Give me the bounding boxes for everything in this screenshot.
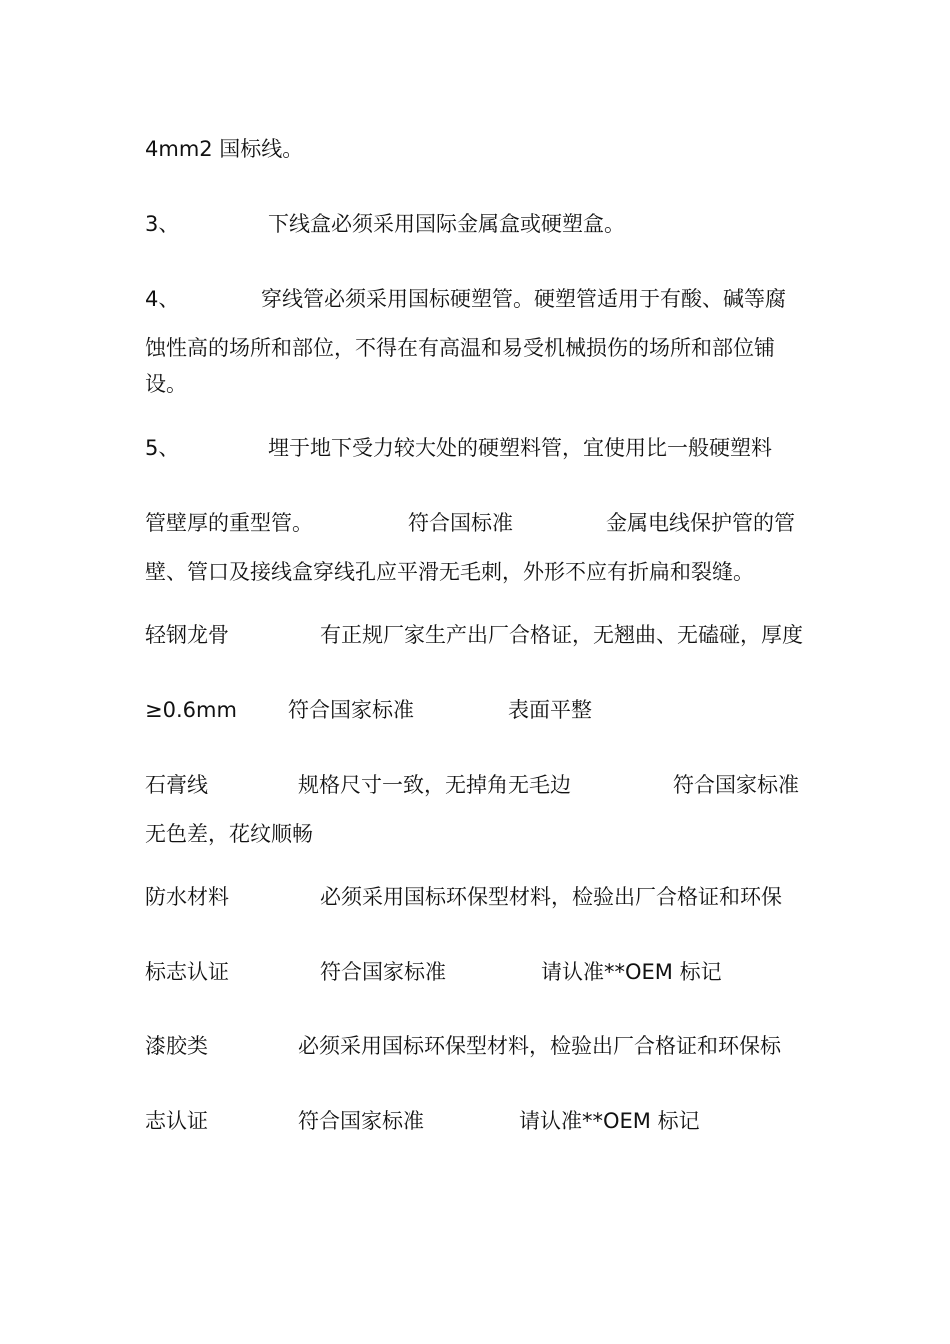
text-segment: 金属电线保护管的管 xyxy=(606,511,795,535)
material-name: 轻钢龙骨 xyxy=(145,623,229,647)
material-name: 漆胶类 xyxy=(145,1034,208,1058)
text-segment: 4mm2 国标线。 xyxy=(145,137,304,161)
text-segment: 无色差，花纹顺畅 xyxy=(145,822,313,846)
material-requirement: 有正规厂家生产出厂合格证，无翘曲、无磕碰，厚度 xyxy=(320,623,803,647)
list-number: 5、 xyxy=(145,436,180,460)
material-requirement: 必须采用国标环保型材料，检验出厂合格证和环保标 xyxy=(298,1034,781,1058)
material-requirement: 规格尺寸一致，无掉角无毛边 xyxy=(298,773,571,797)
text-segment: 表面平整 xyxy=(508,698,592,722)
text-segment: 符合国家标准 xyxy=(320,960,446,984)
text-segment: 符合国家标准 xyxy=(298,1109,424,1133)
text-segment: 设。 xyxy=(145,372,187,396)
text-segment: 埋于地下受力较大处的硬塑料管，宜使用比一般硬塑料 xyxy=(268,436,772,460)
text-segment: 穿线管必须采用国标硬塑管。硬塑管适用于有酸、碱等腐 xyxy=(261,287,786,311)
text-segment: 管壁厚的重型管。 xyxy=(145,511,313,535)
text-segment: 标志认证 xyxy=(145,960,229,984)
material-standard: 符合国家标准 xyxy=(673,773,799,797)
text-segment: ≥0.6mm xyxy=(145,698,237,722)
list-number: 4、 xyxy=(145,287,180,311)
material-name: 石膏线 xyxy=(145,773,208,797)
text-segment: 请认准**OEM 标记 xyxy=(541,960,722,984)
material-requirement: 必须采用国标环保型材料，检验出厂合格证和环保 xyxy=(320,885,782,909)
text-segment: 符合国标准 xyxy=(408,511,513,535)
list-number: 3、 xyxy=(145,212,180,236)
material-name: 防水材料 xyxy=(145,885,229,909)
text-segment: 壁、管口及接线盒穿线孔应平滑无毛刺，外形不应有折扁和裂缝。 xyxy=(145,560,754,584)
text-segment: 志认证 xyxy=(145,1109,208,1133)
text-segment: 下线盒必须采用国际金属盒或硬塑盒。 xyxy=(268,212,625,236)
text-segment: 符合国家标准 xyxy=(288,698,414,722)
text-segment: 蚀性高的场所和部位，不得在有高温和易受机械损伤的场所和部位铺 xyxy=(145,336,775,360)
text-segment: 请认准**OEM 标记 xyxy=(519,1109,700,1133)
